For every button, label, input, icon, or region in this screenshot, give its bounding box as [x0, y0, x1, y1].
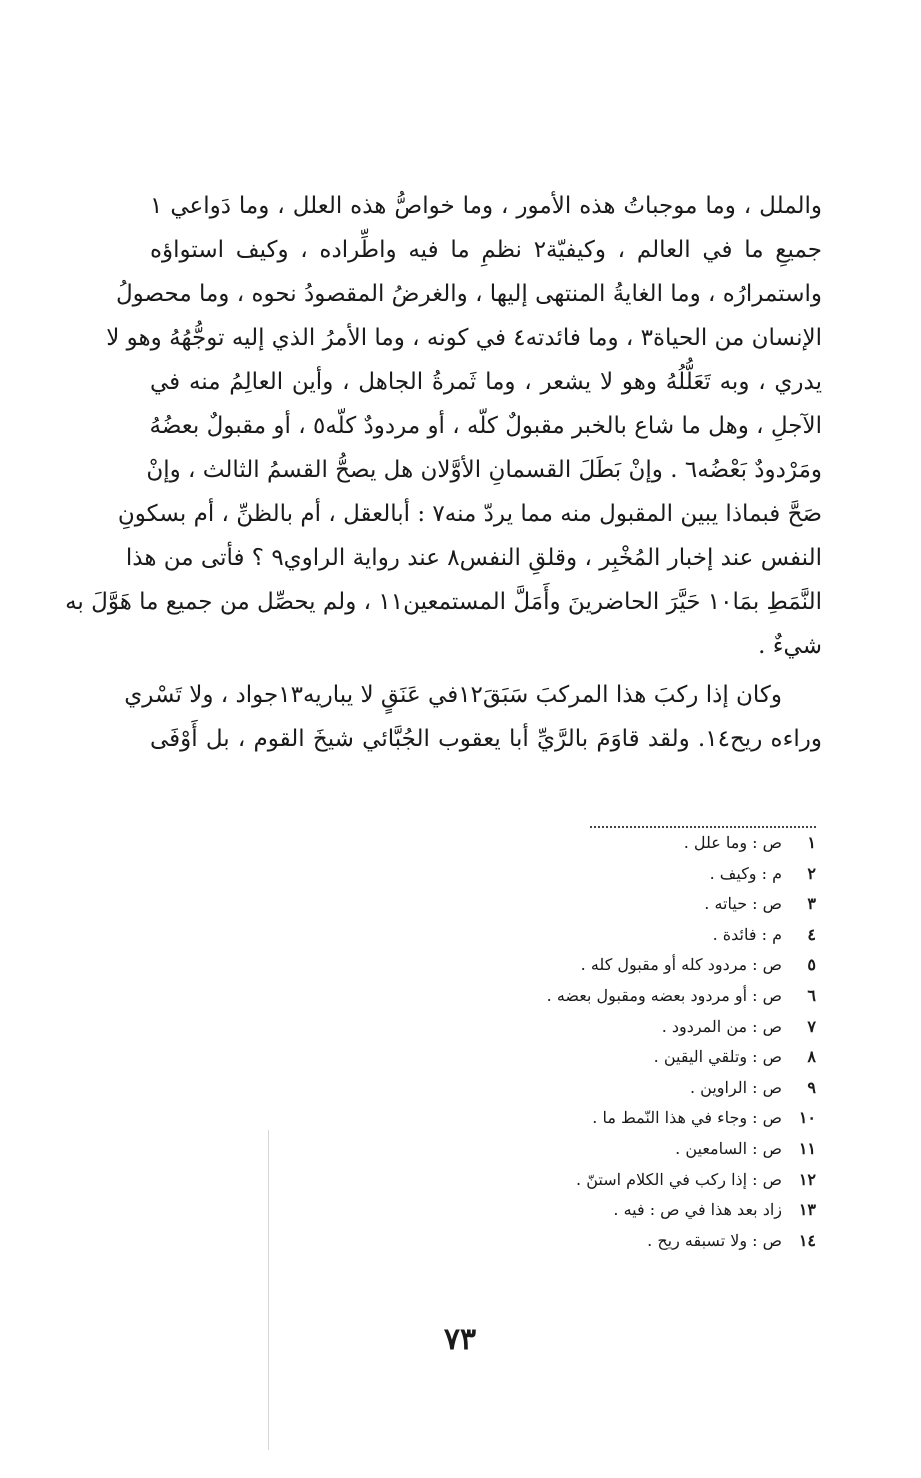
text-line: وراءه ريح١٤. ولقد قاوَمَ بالرَّيِّ أبا يعقوب الجُبَّائي شيخَ القوم ، بل أَوْفَى — [150, 726, 822, 752]
footnote-text: ص : ولا تسبقه ريح . — [647, 1230, 782, 1250]
page-number: ٧٣ — [443, 1322, 477, 1357]
footnote — [380, 950, 816, 981]
scan-artifact-line — [268, 1130, 269, 1450]
footnote-text: ص : وتلقي اليقين . — [653, 1047, 782, 1067]
footnote-text: م : فائدة . — [712, 924, 782, 944]
footnote-number: ٣ — [807, 894, 816, 914]
text-line: وكان إذا ركبَ هذا المركبَ سَبَقَ١٢في عَنَقٍ لا يباريه١٣جواد ، ولا تَسْري — [124, 682, 782, 708]
text-line: يدري ، وبه تَعَلُّلُهُ وهو لا يشعر ، وما ثَمرةُ الجاهل ، وأين العالِمُ منه في — [150, 369, 822, 395]
footnote-number: ٤ — [807, 924, 816, 944]
footnotes-list — [380, 828, 816, 1256]
text-line: ومَرْدودٌ بَعْضُه٦ . وإنْ بَطَلَ القسمانِ الأوَّلان هل يصحُّ القسمُ الثالث ، وإنْ — [146, 457, 822, 483]
footnote — [380, 889, 816, 920]
footnote-number: ٦ — [807, 985, 816, 1005]
footnote-text: ص : حياته . — [704, 894, 782, 914]
footnote-number: ٧ — [807, 1016, 816, 1036]
footnote-number: ١٤ — [798, 1230, 816, 1250]
footnote-text: ص : وما علل . — [683, 833, 782, 852]
text-line: واستمرارُه ، وما الغايةُ المنتهى إليها ، والغرضُ المقصودُ نحوه ، وما محصولُ — [115, 281, 822, 307]
footnote-number: ١٣ — [798, 1200, 816, 1220]
text-line: والملل ، وما موجباتُ هذه الأمور ، وما خواصُّ هذه العلل ، وما دَواعي ١ — [150, 193, 822, 219]
footnote-number: ٩ — [807, 1077, 816, 1097]
text-line: الإنسان من الحياة٣ ، وما فائدته٤ في كونه ، وما الأمرُ الذي إليه توجُّهُهُ وهو لا — [106, 325, 822, 351]
footnote-number: ١ — [807, 833, 816, 852]
footnote-number: ٥ — [807, 955, 816, 975]
footnote-number: ٢ — [807, 863, 816, 883]
text-line: النفس عند إخبار المُخْبِر ، وقلقِ النفس٨ عند رواية الراوي٩ ؟ فأتى من هذا — [125, 545, 822, 571]
footnote-text: ص : الراوين . — [689, 1077, 782, 1097]
footnote — [380, 1012, 816, 1043]
footnote-number: ١٢ — [798, 1169, 816, 1189]
footnote-text: ص : من المردود . — [661, 1016, 782, 1036]
footnote-text: زاد بعد هذا في ص : فيه . — [613, 1200, 782, 1220]
footnote-number: ٨ — [807, 1047, 816, 1067]
footnote — [380, 1042, 816, 1073]
footnote-text: ص : وجاء في هذا النّمط ما . — [592, 1108, 782, 1128]
footnote-text: ص : السامعين . — [675, 1138, 782, 1158]
main-text-block — [65, 184, 822, 761]
text-line: صَحَّ فبماذا يبين المقبول منه مما يردّ منه٧ : أبالعقل ، أم بالظنِّ ، أم بسكونِ — [117, 501, 822, 527]
footnote-text: ص : أو مردود بعضه ومقبول بعضه . — [546, 985, 782, 1005]
footnote — [380, 1165, 816, 1196]
footnote — [380, 828, 816, 859]
footnote — [380, 1073, 816, 1104]
footnote-text: م : وكيف . — [709, 863, 782, 883]
footnote — [380, 920, 816, 951]
footnote — [380, 981, 816, 1012]
footnote-text: ص : مردود كله أو مقبول كله . — [580, 955, 782, 975]
footnote — [380, 859, 816, 890]
footnote-text: ص : إذا ركب في الكلام استنّ . — [576, 1169, 782, 1189]
text-line: شيءٌ . — [758, 633, 822, 659]
footnote — [380, 1195, 816, 1226]
footnote — [380, 1226, 816, 1257]
text-line: جميعِ ما في العالم ، وكيفيّة٢ نظمِ ما فيه واطِّراده ، وكيف استواؤه — [150, 237, 822, 263]
text-line: النَّمَطِ بمَا١٠ حَيَّرَ الحاضرينَ وأَمَلَّ المستمعين١١ ، ولم يحصِّل من جميع ما هَوَّلَ به — [65, 589, 822, 615]
footnote — [380, 1134, 816, 1165]
text-line: الآجلِ ، وهل ما شاع بالخبر مقبولٌ كلّه ، أو مردودٌ كلّه٥ ، أو مقبولٌ بعضُهُ — [149, 413, 822, 439]
footnote-number: ١٠ — [798, 1108, 816, 1128]
footnote-number: ١١ — [798, 1138, 816, 1158]
footnote — [380, 1103, 816, 1134]
